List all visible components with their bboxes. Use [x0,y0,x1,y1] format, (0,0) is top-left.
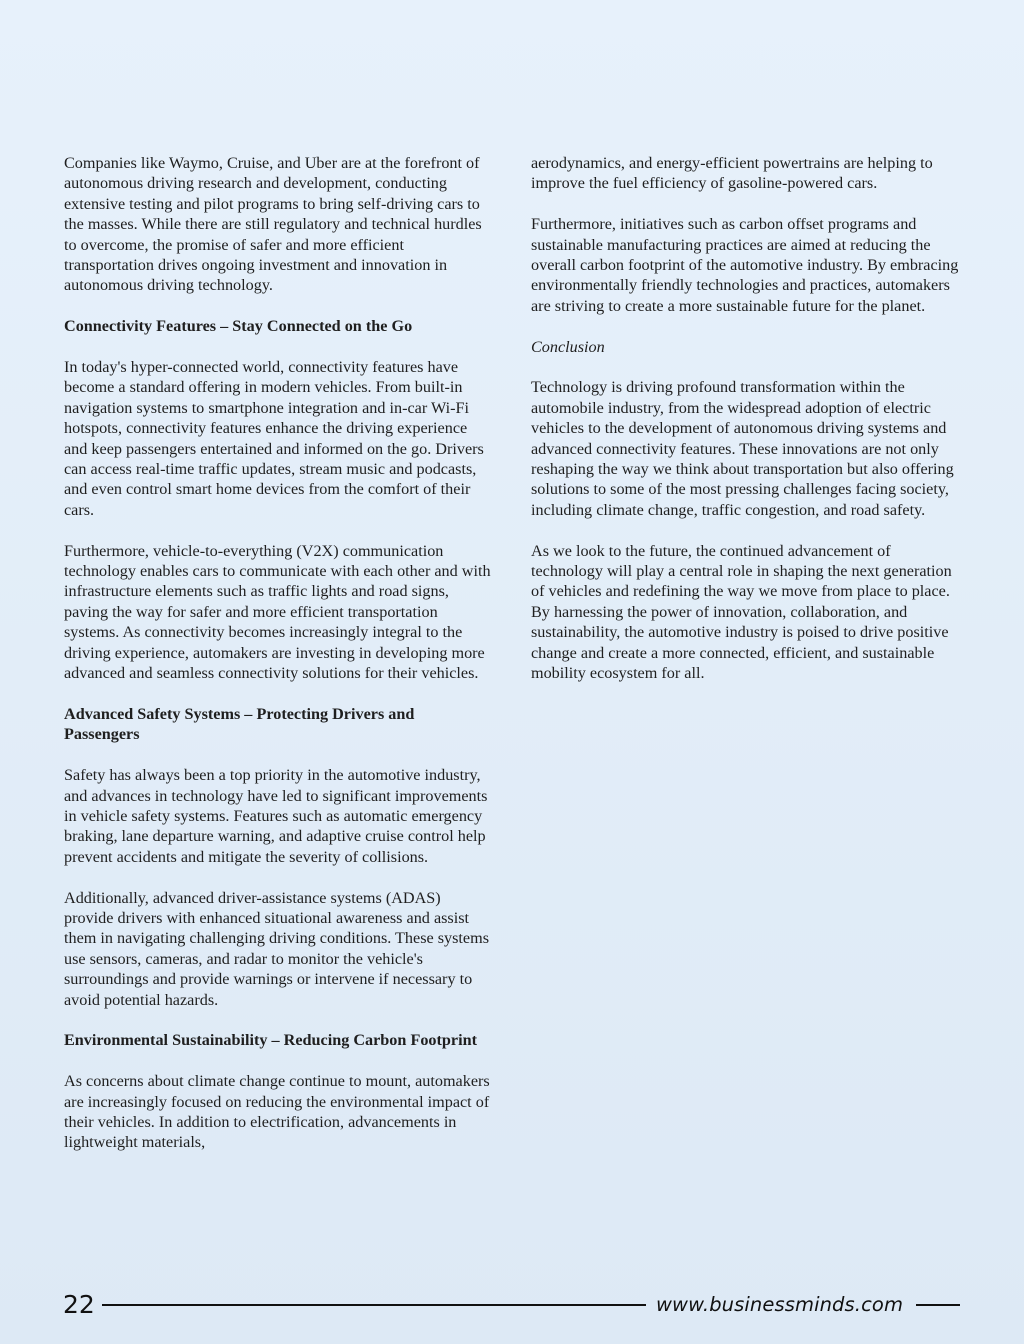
page-footer [0,1288,1024,1324]
body-paragraph: Additionally, advanced driver-assistance systems (ADAS) provide drivers with enhanced situational awareness and assist them in navigating challenging driving conditions. These systems use sensors, cameras, and radar to monitor the vehicle's surroundings and provide warnings or intervene if necessary to avoid potential hazards. [64,888,490,1009]
section-heading-sustainability: Environmental Sustainability – Reducing Carbon Footprint [64,1031,477,1050]
section-heading-safety: Advanced Safety Systems – Protecting Drivers and Passengers [64,704,415,744]
body-paragraph: aerodynamics, and energy-efficient powertrains are helping to improve the fuel efficiency of gasoline-powered cars. [531,154,933,193]
body-paragraph: Furthermore, vehicle-to-everything (V2X) communication technology enables cars to communicate with each other and with infrastructure elements such as traffic lights and road signs, paving the way for safer and more efficient transportation systems. As connectivity becomes increasingly integral to the driving experience, automakers are investing in developing more advanced and seamless connectivity solutions for their vehicles. [64,541,491,683]
body-paragraph: Companies like Waymo, Cruise, and Uber are at the forefront of autonomous driving research and development, conducting extensive testing and pilot programs to bring self-driving cars to the masses. While there are still regulatory and technical hurdles to overcome, the promise of safer and more efficient transportation drives ongoing investment and innovation in autonomous driving technology. [64,154,482,295]
body-paragraph: Furthermore, initiatives such as carbon offset programs and sustainable manufacturing practices are aimed at reducing the overall carbon footprint of the automotive industry. By embracing environmentally friendly technologies and practices, automakers are striving to create a more sustainable future for the planet. [531,215,959,315]
section-heading-conclusion: Conclusion [531,337,605,356]
page-number: 22 [63,1290,95,1319]
right-column [531,153,963,704]
left-column [64,153,492,1173]
footer-rule-right [916,1304,960,1306]
body-paragraph: As concerns about climate change continue to mount, automakers are increasingly focused on reducing the environmental impact of their vehicles. In addition to electrification, advancements in lightweight materials, [64,1072,490,1152]
body-paragraph: As we look to the future, the continued advancement of technology will play a central role in shaping the next generation of vehicles and redefining the way we move from place to place. By harnessing the power of innovation, collaboration, and sustainability, the automotive industry is poised to drive positive change and create a more connected, efficient, and sustainable mobility ecosystem for all. [531,541,952,683]
body-paragraph: Safety has always been a top priority in the automotive industry, and advances in technology have led to significant improvements in vehicle safety systems. Features such as automatic emergency braking, lane departure warning, and adaptive cruise control help prevent accidents and mitigate the severity of collisions. [64,766,488,866]
footer-rule-left [102,1304,646,1306]
body-paragraph: Technology is driving profound transformation within the automobile industry, from the widespread adoption of electric vehicles to the development of autonomous driving systems and advanced connectivity features. These innovations are not only reshaping the way we think about transportation but also offering solutions to some of the most pressing challenges facing society, including climate change, traffic congestion, and road safety. [531,378,954,519]
website-link[interactable]: www.businessminds.com [656,1293,904,1316]
body-paragraph: In today's hyper-connected world, connectivity features have become a standard offering in modern vehicles. From built-in navigation systems to smartphone integration and in-car Wi-Fi hotspots, connectivity features enhance the driving experience and keep passengers entertained and informed on the go. Drivers can access real-time traffic updates, stream music and podcasts, and even control smart home devices from the comfort of their cars. [64,358,484,519]
section-heading-connectivity: Connectivity Features – Stay Connected on the Go [64,317,413,336]
